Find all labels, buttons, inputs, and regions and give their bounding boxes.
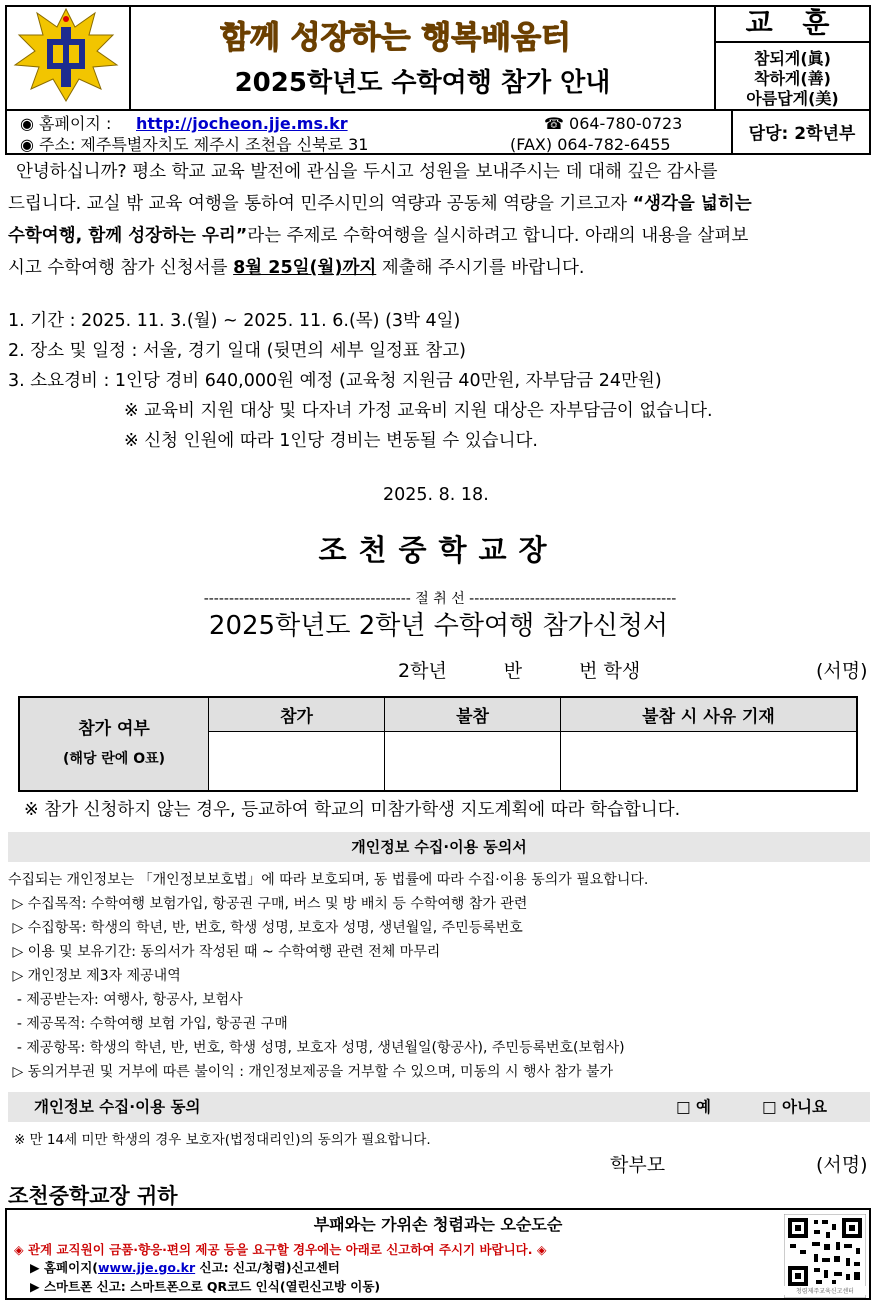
non-participation-note: ※ 참가 신청하지 않는 경우, 등교하여 학교의 미참가학생 지도계획에 따라 학습합니다. [24,800,681,820]
slogan-banner [220,12,640,58]
intro-line-4a: 시고 수학여행 참가 신청서를 [8,258,234,278]
participation-header-label: 참가 여부 [78,719,150,739]
privacy-line: ▷ 수집항목: 학생의 학년, 반, 번호, 학생 성명, 보호자 성명, 생년월일, 주민등록번호 [8,920,523,936]
motto-title: 교 훈 [714,5,871,43]
intro-line-4 [8,252,870,284]
privacy-title: 개인정보 수집·이용 동의서 [8,832,870,862]
footer-warning: ◈ 관계 교직원이 금품·향응·편의 제공 등을 요구할 경우에는 아래로 신고하여 주시기 바랍니다. ◈ [14,1242,547,1257]
guardian-consent-note: ※ 만 14세 미만 학생의 경우 보호자(법정대리인)의 동의가 필요합니다. [14,1132,431,1148]
consent-no-checkbox[interactable]: □ 아니요 [762,1098,827,1116]
parent-label: 학부모 [610,1154,666,1176]
footer-report-web [30,1258,340,1276]
intro-line-2a: 드립니다. 교실 밖 교육 여행을 통하여 민주시민의 역량과 공동체 역량을 기르고자 [8,194,633,214]
form-title: 2025학년도 2학년 수학여행 참가신청서 [208,611,669,641]
col-attend: 참가 [209,697,385,731]
intro-line-2 [8,188,870,220]
footer-report-phone: ▶ 스마트폰 신고: 스마트폰으로 QR코드 인식(열린신고방 이동) [30,1279,381,1294]
participation-header-sub: (해당 란에 O표) [62,751,166,767]
privacy-line: ▷ 이용 및 보유기간: 동의서가 작성된 때 ~ 수학여행 관련 전체 마무리 [8,944,441,960]
note-subsidy: ※ 교육비 지원 대상 및 다자녀 가정 교육비 지원 대상은 자부담금이 없습니다. [124,401,713,421]
consent-yes-checkbox[interactable]: □ 예 [676,1098,712,1116]
qr-code[interactable] [784,1214,866,1298]
consent-label: 개인정보 수집·이용 동의 [34,1098,201,1116]
intro-line-4c: 제출해 주시기를 바랍니다. [376,258,585,278]
report-site-link[interactable]: www.jje.go.kr [97,1260,196,1275]
qr-caption: 청렴제주교육신고센터 [784,1286,866,1295]
intro-line-3a: 수학여행, 함께 성장하는 우리” [8,226,248,246]
col-reason: 불참 시 사유 기재 [561,697,858,731]
school-logo-cell [5,5,131,111]
attend-input-cell[interactable] [209,731,385,791]
slogan-text: 함께 성장하는 행복배움터 [220,20,571,56]
privacy-line: - 제공항목: 학생의 학년, 반, 번호, 학생 성명, 보호자 성명, 생년월일(항공사), 주민등록번호(보험사) [8,1040,625,1056]
privacy-line: 수집되는 개인정보는 「개인정보보호법」에 따라 보호되며, 동 법률에 따라 수집·이용 동의가 필요합니다. [8,872,649,888]
intro-line-3b: 라는 주제로 수학여행을 실시하려고 합니다. 아래의 내용을 살펴보 [247,226,749,246]
footer-web-suffix: 신고: 신고/청렴)신고센터 [195,1260,340,1275]
fax-text: (FAX) 064-782-6455 [510,135,671,154]
participation-table [18,696,858,792]
privacy-line: ▷ 개인정보 제3자 제공내역 [8,968,181,984]
issue-date: 2025. 8. 18. [383,485,489,505]
slogan-graphic [220,12,640,58]
col-absent: 불참 [385,697,561,731]
intro-line-3 [8,220,870,252]
detail-period: 1. 기간 : 2025. 11. 3.(월) ~ 2025. 11. 6.(목) (3박 4일) [8,311,461,331]
student-info-line: 2학년 반 번 학생 [398,660,641,682]
homepage-label: ◉ 홈페이지 : [20,114,112,133]
school-emblem-icon [5,5,127,107]
privacy-line: - 제공목적: 수학여행 보험 가입, 항공권 구매 [8,1016,288,1032]
addressee: 조천중학교장 귀하 [8,1184,178,1208]
privacy-line: ▷ 수집목적: 수학여행 보험가입, 항공권 구매, 버스 및 방 배치 등 수학여행 참가 관련 [8,896,528,912]
address-text: ◉ 주소: 제주특별자치도 제주시 조천읍 신북로 31 [20,135,369,154]
detail-cost: 3. 소요경비 : 1인당 경비 640,000원 예정 (교육청 지원금 40만원, 자부담금 24만원) [8,371,662,391]
participation-header [19,697,209,791]
intro-line-1: 안녕하십니까? 평소 학교 교육 발전에 관심을 두시고 성원을 보내주시는 데 대해 깊은 감사를 [16,162,718,182]
principal-name: 조천중학교장 [318,533,559,567]
motto-line-2: 착하게(善) [754,69,831,88]
homepage-link[interactable]: http://jocheon.jje.ms.kr [136,114,348,133]
privacy-line: - 제공받는자: 여행사, 항공사, 보험사 [8,992,243,1008]
motto-line-3: 아름답게(美) [746,89,839,108]
page-title: 2025학년도 수학여행 참가 안내 [234,68,611,98]
note-variable-cost: ※ 신청 인원에 따라 1인당 경비는 변동될 수 있습니다. [124,431,538,451]
footer-web-prefix: ▶ 홈페이지( [30,1260,98,1275]
privacy-line: ▷ 동의거부권 및 거부에 따른 불이익 : 개인정보제공을 거부할 수 있으며, 미동의 시 행사 참가 불가 [8,1064,614,1080]
intro-line-2b: “생각을 넓히는 [632,194,752,214]
detail-place: 2. 장소 및 일정 : 서울, 경기 일대 (뒷면의 세부 일정표 참고) [8,341,467,361]
deadline-text: 8월 25일(월)까지 [233,258,377,278]
phone-text: ☎ 064-780-0723 [544,114,683,133]
cut-line: ----------------------------------------- 절 취 선 ----------------------------------------- [203,591,677,607]
parent-sign-mark: (서명) [816,1154,868,1176]
motto-line-1: 참되게(眞) [754,49,831,68]
student-sign-mark: (서명) [816,660,868,682]
reason-input-cell[interactable] [561,731,858,791]
footer-title: 부패와는 가위손 청렴과는 오순도순 [313,1215,563,1234]
absent-input-cell[interactable] [385,731,561,791]
in-charge-label: 담당: 2학년부 [748,124,856,144]
